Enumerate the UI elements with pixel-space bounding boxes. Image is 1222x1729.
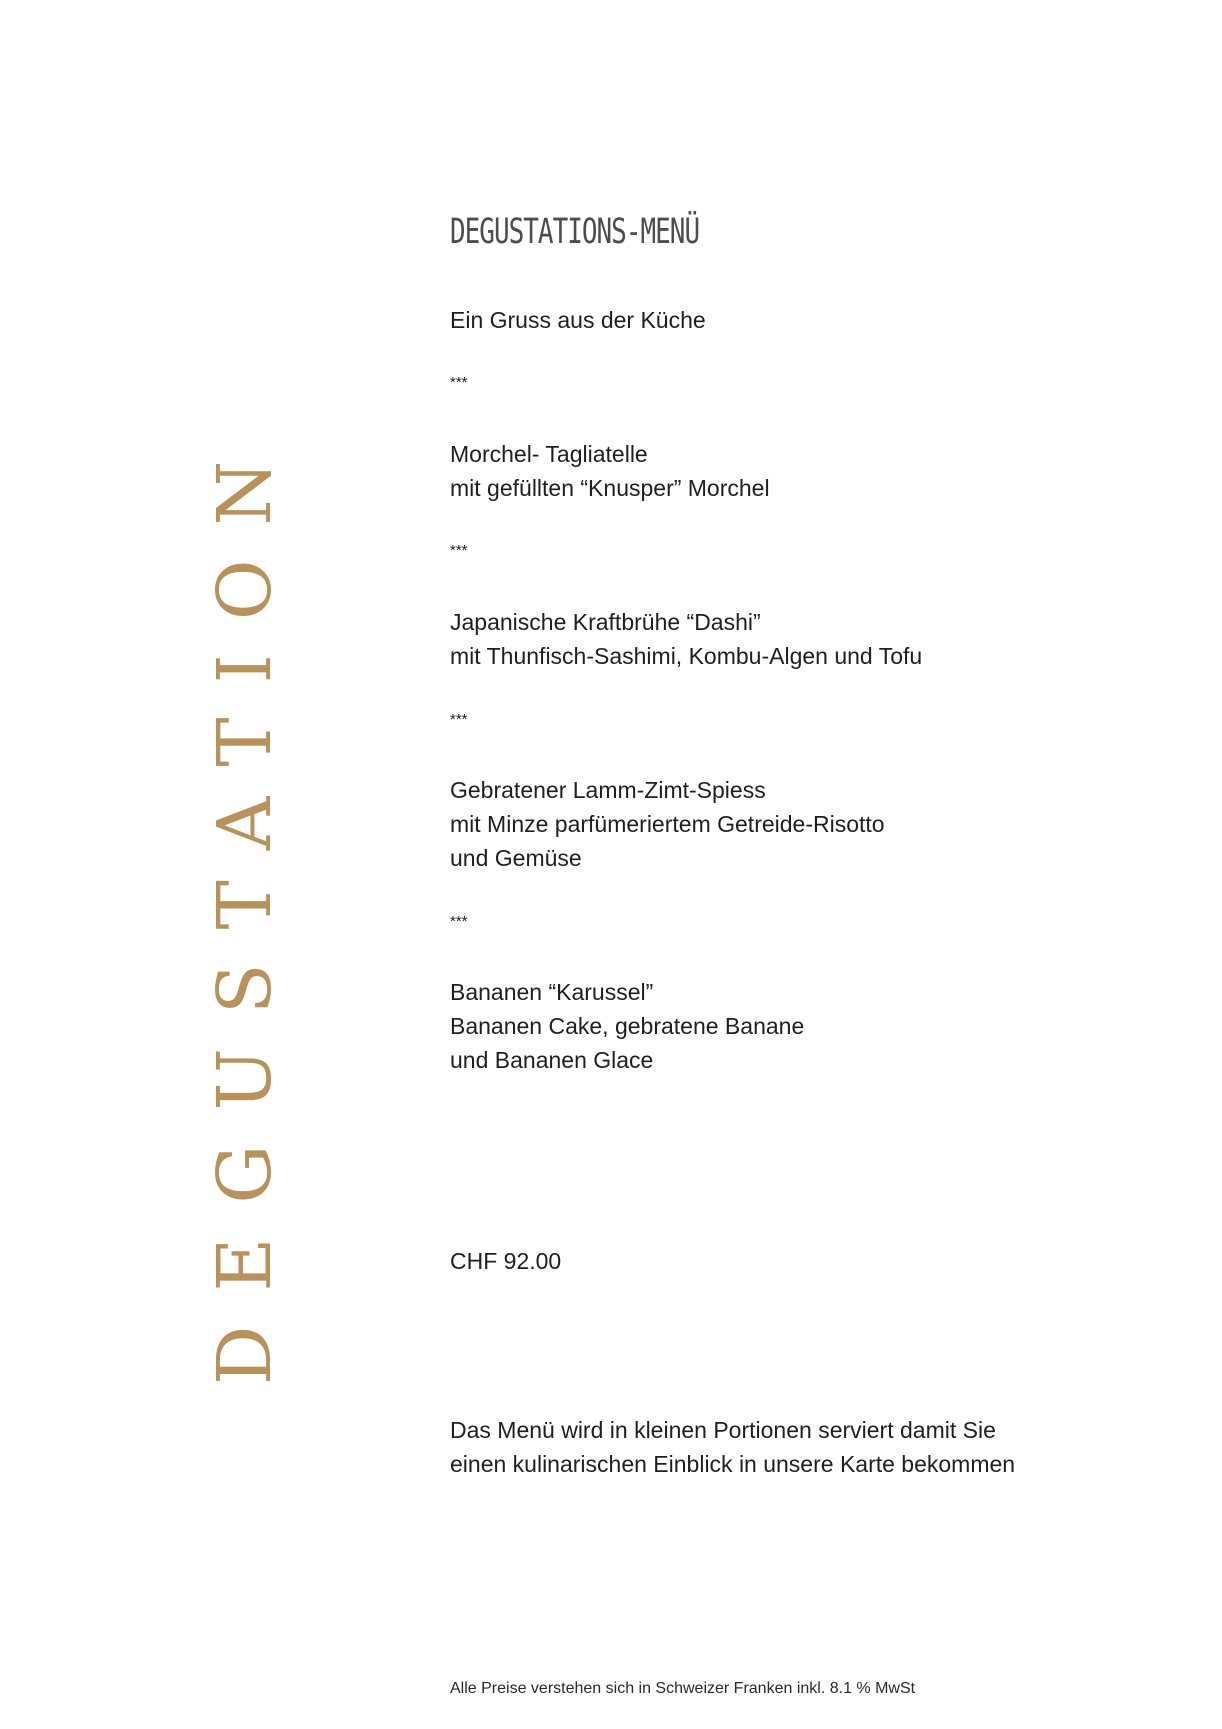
course-1-line-1: Ein Gruss aus der Küche <box>450 307 706 333</box>
vertical-section-title: DEGUSTATION <box>202 426 288 1385</box>
course-5-line-2: Bananen Cake, gebratene Banane <box>450 1013 805 1039</box>
separator-4: *** <box>450 913 468 930</box>
vat-footer-note: Alle Preise verstehen sich in Schweizer Franken inkl. 8.1 % MwSt <box>450 1680 916 1697</box>
course-3-line-2: mit Thunfisch-Sashimi, Kombu-Algen und Tofu <box>450 643 923 669</box>
course-5-line-3: und Bananen Glace <box>450 1047 654 1073</box>
separator-2: *** <box>450 542 468 559</box>
separator-1: *** <box>450 374 468 391</box>
course-4-line-1: Gebratener Lamm-Zimt-Spiess <box>450 777 766 803</box>
course-2-line-1: Morchel- Tagliatelle <box>450 441 648 467</box>
course-2-line-2: mit gefüllten “Knusper” Morchel <box>450 475 770 501</box>
course-4-line-3: und Gemüse <box>450 845 582 871</box>
note-line-2: einen kulinarischen Einblick in unsere Karte bekommen <box>450 1451 1016 1477</box>
course-5-line-1: Bananen “Karussel” <box>450 979 654 1005</box>
menu-heading: DEGUSTATIONS-MENÜ <box>450 212 700 253</box>
course-3-line-1: Japanische Kraftbrühe “Dashi” <box>450 609 761 635</box>
note-line-1: Das Menü wird in kleinen Portionen serviert damit Sie <box>450 1417 996 1443</box>
menu-price: CHF 92.00 <box>450 1248 562 1274</box>
course-4-line-2: mit Minze parfümeriertem Getreide-Risotto <box>450 811 885 837</box>
separator-3: *** <box>450 711 468 728</box>
